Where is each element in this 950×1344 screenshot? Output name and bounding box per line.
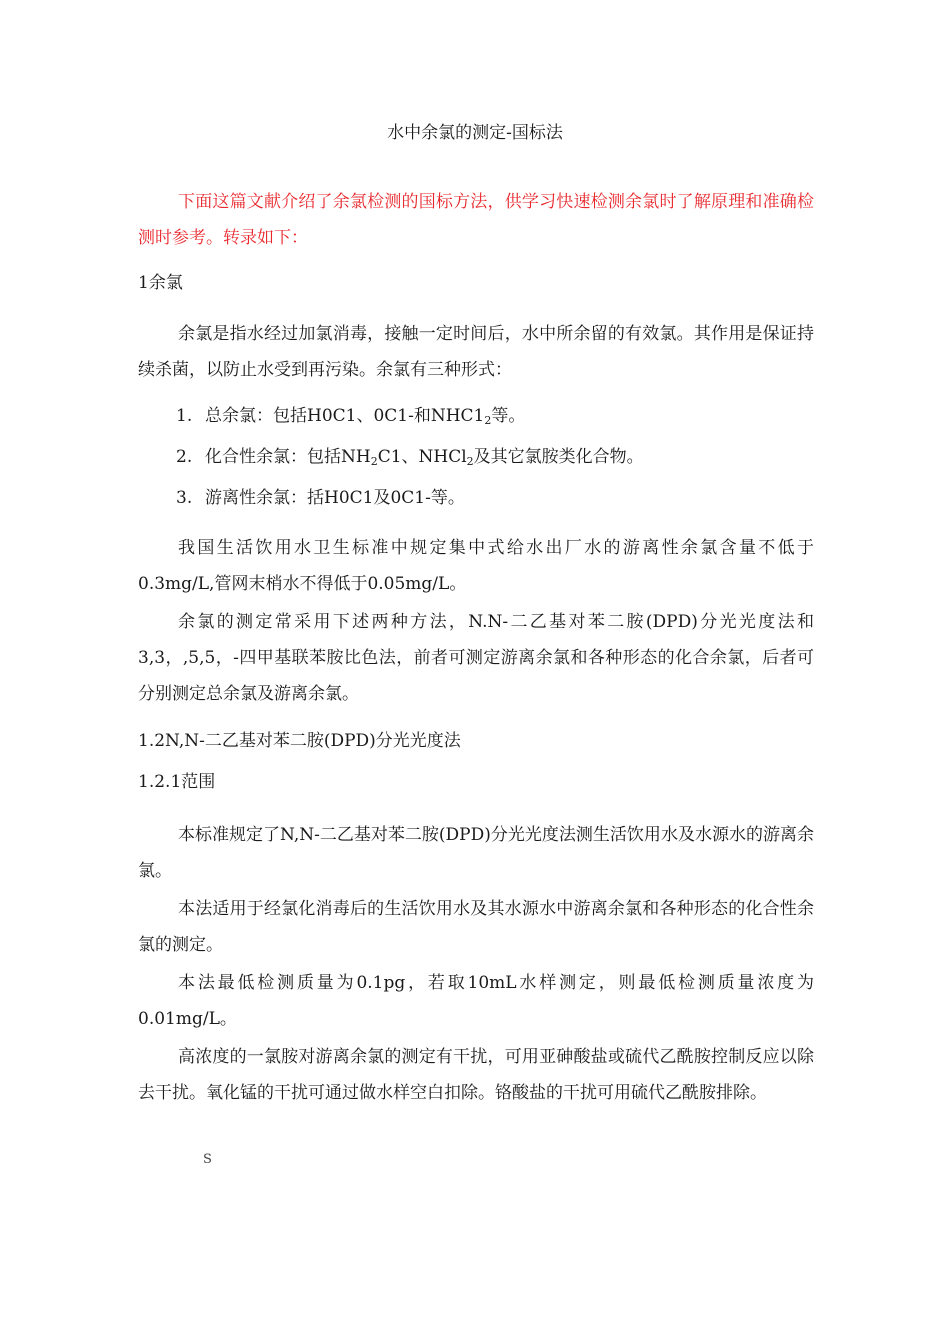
paragraph-methods: 余氯的测定常采用下述两种方法，N.N-二乙基对苯二胺(DPD)分光光度法和3,3，,5,5，-四甲基联苯胺比色法，前者可测定游离余氯和各种形态的化合余氯，后者可分别测定总余氯及游离余氯。 <box>138 612 814 704</box>
paragraph-definition: 余氯是指水经过加氯消毒，接触一定时间后，水中所余留的有效氯。其作用是保证持续杀菌，以防止水受到再污染。余氯有三种形式： <box>138 324 814 380</box>
paragraph-standard: 我国生活饮用水卫生标准中规定集中式给水出厂水的游离性余氯含量不低于0.3mg/L,管网末梢水不得低于0.05mg/L。 <box>138 538 814 594</box>
list-number: 1. <box>176 406 193 426</box>
list-text: 总余氯：包括H0C1、0C1-和$NHC1_2$等。 <box>205 406 526 427</box>
paragraph-scope: 本标准规定了N,N-二乙基对苯二胺(DPD)分光光度法测生活饮用水及水源水的游离余氯。 <box>138 825 814 881</box>
paragraph-interference: 高浓度的一氯胺对游离余氯的测定有干扰，可用亚砷酸盐或硫代乙酰胺控制反应以除去干扰。氧化锰的干扰可通过做水样空白扣除。铬酸盐的干扰可用硫代乙酰胺排除。 <box>138 1047 814 1103</box>
section-heading-1-2-1: 1.2.1范围 <box>138 772 216 792</box>
list-number: 3. <box>176 488 193 508</box>
section-heading-1-2: 1.2N,N-二乙基对苯二胺(DPD)分光光度法 <box>138 731 461 751</box>
stray-mark: S <box>203 1152 212 1167</box>
list-number: 2. <box>176 447 193 467</box>
section-heading-1: 1余氯 <box>138 273 183 293</box>
document-title: 水中余氯的测定-国标法 <box>387 123 563 143</box>
paragraph-detection-limit: 本法最低检测质量为0.1pg，若取10mL水样测定，则最低检测质量浓度为0.01mg/L。 <box>138 973 814 1029</box>
intro-paragraph: 下面这篇文献介绍了余氯检测的国标方法，供学习快速检测余氯时了解原理和准确检测时参考。转录如下： <box>138 192 814 248</box>
list-text: 化合性余氯：包括$NH_2C1$、NHCl$_2$及其它氯胺类化合物。 <box>205 447 644 468</box>
paragraph-applicability: 本法适用于经氯化消毒后的生活饮用水及其水源水中游离余氯和各种形态的化合性余氯的测定。 <box>138 899 814 955</box>
list-text: 游离性余氯：括H0C1及0C1-等。 <box>205 488 465 508</box>
